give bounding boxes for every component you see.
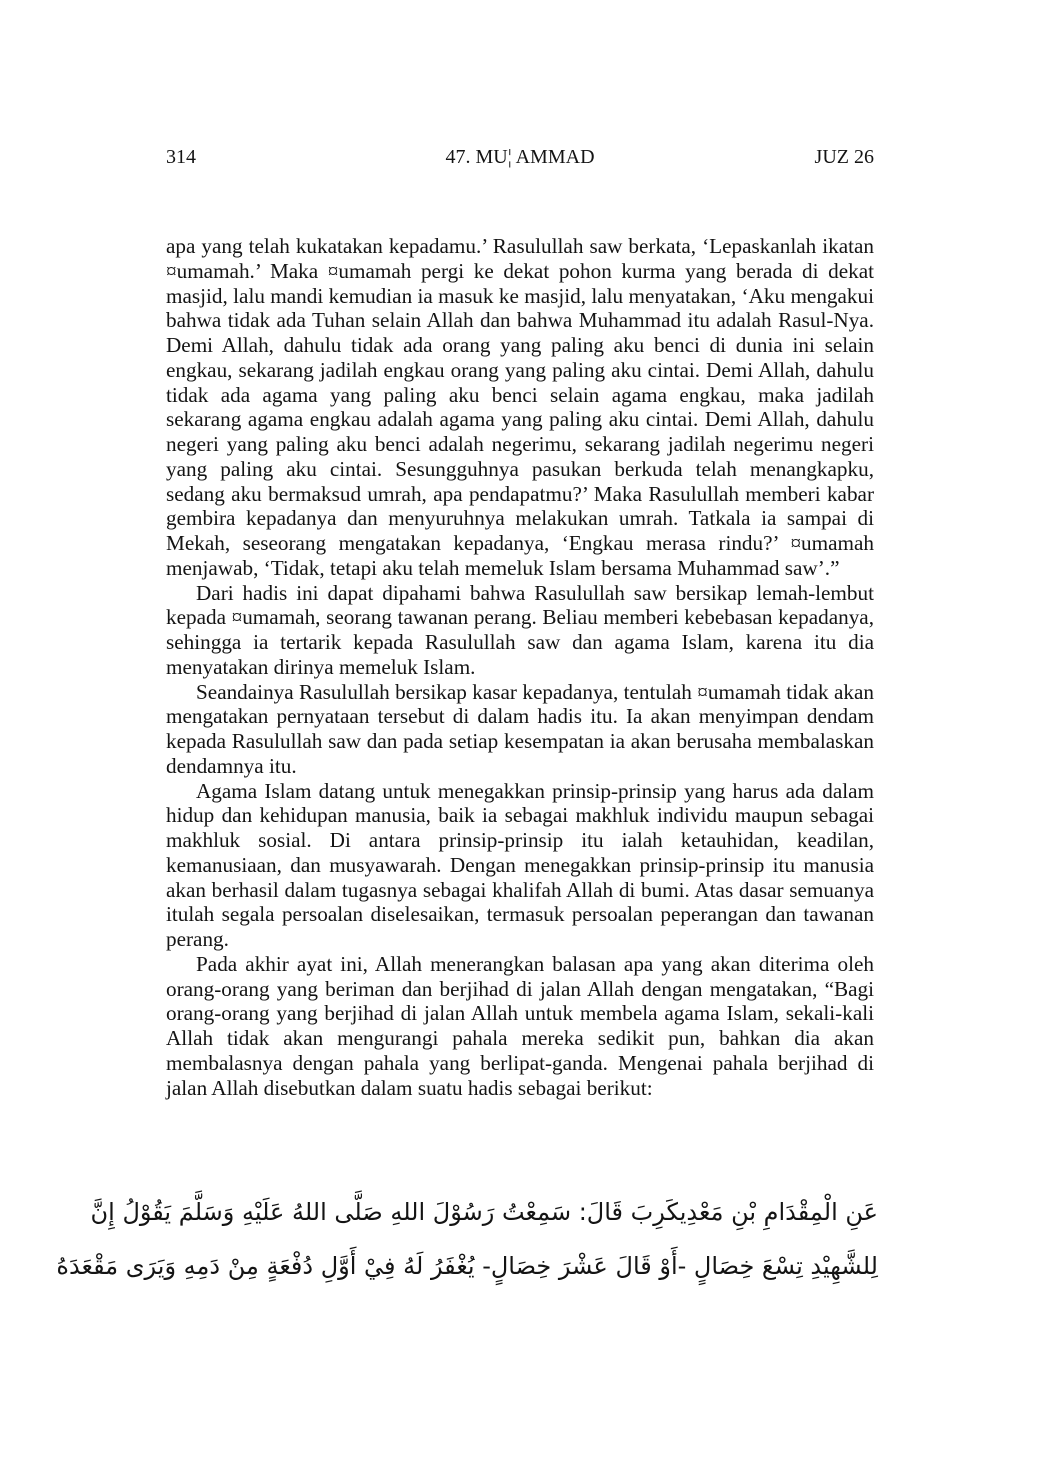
juz-label: JUZ 26 bbox=[814, 146, 874, 168]
paragraph-continued: apa yang telah kukatakan kepadamu.’ Rasulullah saw berkata, ‘Lepaskanlah ikatan ¤umamah.’ Maka ¤umamah pergi ke dekat pohon kurma yang berada di dekat masjid, lalu mandi kemudian ia masuk ke masjid, lalu menyatakan, ‘Aku mengakui bahwa tidak ada Tuhan selain Allah dan bahwa Muhammad itu adalah Rasul-Nya. Demi Allah, dahulu tidak ada orang yang paling aku benci di dunia ini selain engkau, sekarang jadilah engkau orang yang paling aku cintai. Demi Allah, dahulu tidak ada agama yang paling aku benci selain agama engkau, maka jadilah sekarang agama engkau adalah agama yang paling aku cintai. Demi Allah, dahulu negeri yang paling aku benci adalah negerimu, sekarang jadilah negerimu negeri yang paling aku cintai. Sesungguhnya pasukan berkuda telah menangkapku, sedang aku bermaksud umrah, apa pendapatmu?’ Maka Rasulullah memberi kabar gembira kepadanya dan menyuruhnya melakukan umrah. Tatkala ia sampai di Mekah, seseorang mengatakan kepadanya, ‘Engkau merasa rindu?’ ¤umamah menjawab, ‘Tidak, tetapi aku telah memeluk Islam bersama Muhammad saw’.” bbox=[166, 234, 874, 580]
paragraph: Pada akhir ayat ini, Allah menerangkan balasan apa yang akan diterima oleh orang-orang yang beriman dan berjihad di jalan Allah dengan mengatakan, “Bagi orang-orang yang berjihad di jalan Allah untuk membela agama Islam, sekali-kali Allah tidak akan mengurangi pahala mereka sedikit pun, bahkan dia akan membalasnya dengan pahala yang berlipat-ganda. Mengenai pahala berjihad di jalan Allah disebutkan dalam suatu hadis sebagai berikut: bbox=[166, 951, 874, 1100]
arabic-hadith-line-1: عَنِ الْمِقْدَامِ بْنِ مَعْدِيكَرِبَ قَالَ: سَمِعْتُ رَسُوْلَ اللهِ صَلَّى اللهُ عَلَيْهِ وَسَلَّمَ يَقُوْلُ إِنَّ bbox=[90, 1198, 878, 1226]
paragraph: Seandainya Rasulullah bersikap kasar kepadanya, tentulah ¤umamah tidak akan mengatakan pernyataan tersebut di dalam hadis itu. Ia akan menyimpan dendam kepada Rasulullah saw dan pada setiap kesempatan ia akan berusaha membalaskan dendamnya itu. bbox=[166, 679, 874, 778]
arabic-hadith-line-2: لِلشَّهِيْدِ تِسْعَ خِصَالٍ -أَوْ قَالَ عَشْرَ خِصَالٍ- يُغْفَرُ لَهُ فِيْ أَوَّلِ دُفْعَةٍ مِنْ دَمِهِ وَيَرَى مَقْعَدَهُ bbox=[56, 1252, 878, 1280]
main-text bbox=[166, 234, 874, 1100]
page-number: 314 bbox=[166, 146, 196, 168]
chapter-title: 47. MU¦ AMMAD bbox=[445, 146, 595, 168]
running-header bbox=[166, 146, 874, 174]
paragraph: Dari hadis ini dapat dipahami bahwa Rasulullah saw bersikap lemah-lembut kepada ¤umamah, seorang tawanan perang. Beliau memberi kebebasan kepadanya, sehingga ia tertarik kepada Rasulullah saw dan agama Islam, karena itu dia menyatakan dirinya memeluk Islam. bbox=[166, 580, 874, 679]
paragraph: Agama Islam datang untuk menegakkan prinsip-prinsip yang harus ada dalam hidup dan kehidupan manusia, baik ia sebagai makhluk individu maupun sebagai makhluk sosial. Di antara prinsip-prinsip itu ialah ketauhidan, keadilan, kemanusiaan, dan musyawarah. Dengan menegakkan prinsip-prinsip itu manusia akan berhasil dalam tugasnya sebagai khalifah Allah di bumi. Atas dasar semuanya itulah segala persoalan diselesaikan, termasuk persoalan peperangan dan tawanan perang. bbox=[166, 778, 874, 951]
